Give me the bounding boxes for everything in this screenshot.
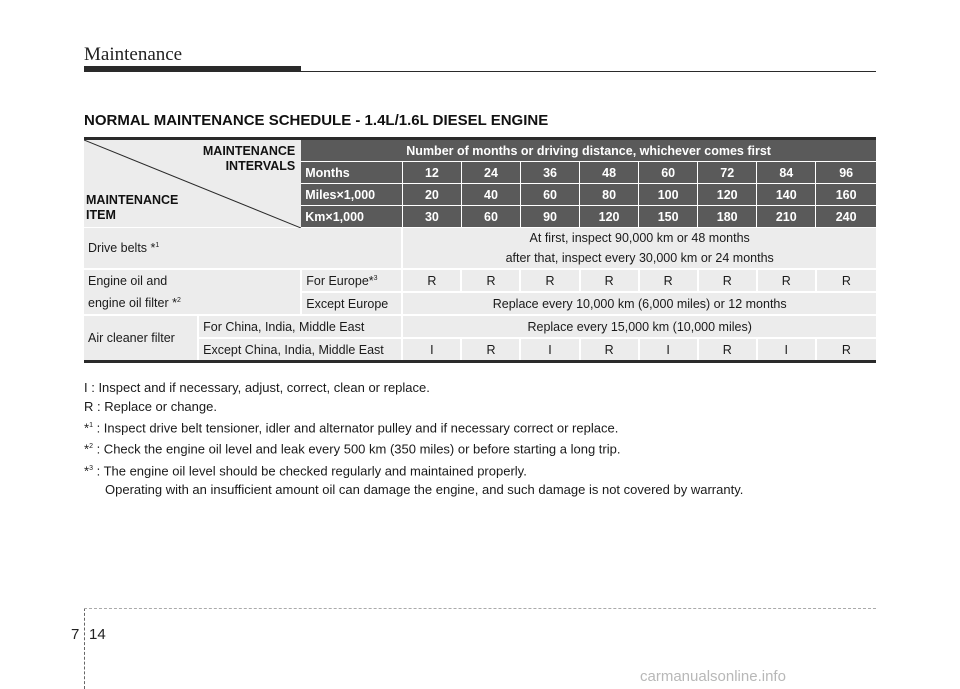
note-replace: R : Replace or change. xyxy=(84,399,217,414)
table-cell: 120 xyxy=(580,206,639,228)
months-label: Months xyxy=(301,162,402,184)
legend-notes xyxy=(84,378,743,499)
table-cell: 96 xyxy=(816,162,876,184)
table-cell: 60 xyxy=(639,162,698,184)
corner-intervals-label: MAINTENANCE INTERVALS xyxy=(202,144,296,173)
drive-belts-text: At first, inspect 90,000 km or 48 months after that, inspect every 30,000 km or 24 months xyxy=(402,228,876,270)
table-row-air-cleaner-china xyxy=(84,315,876,338)
table-cell: 60 xyxy=(520,184,579,206)
table-cell: 150 xyxy=(639,206,698,228)
table-row-drive-belts xyxy=(84,228,876,270)
note-footnote-2: *$^2$ : Check the engine oil level and leak every 500 km (350 miles) or before starting a long trip. xyxy=(84,441,621,457)
except-china-label: Except China, India, Middle East xyxy=(198,338,402,362)
table-cell: 72 xyxy=(698,162,757,184)
drive-belts-label: Drive belts *$^1$ xyxy=(84,228,402,270)
corner-item-label: MAINTENANCE ITEM xyxy=(86,193,179,222)
table-row xyxy=(84,139,876,162)
table-cell: 180 xyxy=(698,206,757,228)
table-cell: R xyxy=(698,338,757,362)
for-europe-label: For Europe*$^3$ xyxy=(301,269,402,292)
watermark: carmanualsonline.info xyxy=(640,668,786,685)
table-cell: 120 xyxy=(698,184,757,206)
table-cell: 30 xyxy=(402,206,461,228)
table-cell: 36 xyxy=(520,162,579,184)
note-footnote-3-continued: Operating with an insufficient amount oil can damage the engine, and such damage is not covered by warranty. xyxy=(105,481,744,497)
table-cell: I xyxy=(520,338,579,362)
table-cell: 90 xyxy=(520,206,579,228)
table-cell: I xyxy=(402,338,461,362)
table-cell: R xyxy=(816,338,876,362)
table-cell: 40 xyxy=(461,184,520,206)
air-cleaner-label: Air cleaner filter xyxy=(84,315,198,362)
table-cell: 160 xyxy=(816,184,876,206)
table-cell: I xyxy=(757,338,816,362)
page-margin-line xyxy=(84,608,85,689)
engine-oil-label: Engine oil and engine oil filter *$^2$ xyxy=(84,269,301,315)
except-europe-text: Replace every 10,000 km (6,000 miles) or 12 months xyxy=(402,292,876,315)
table-cell: R xyxy=(461,338,520,362)
table-row-air-cleaner-except xyxy=(84,338,876,362)
page-heading: NORMAL MAINTENANCE SCHEDULE - 1.4L/1.6L DIESEL ENGINE xyxy=(84,112,549,129)
table-row-engine-oil-europe xyxy=(84,269,876,292)
except-europe-label: Except Europe xyxy=(301,292,402,315)
miles-label: Miles×1,000 xyxy=(301,184,402,206)
table-cell: 84 xyxy=(757,162,816,184)
table-cell: 20 xyxy=(402,184,461,206)
china-label: For China, India, Middle East xyxy=(198,315,402,338)
table-cell: 240 xyxy=(816,206,876,228)
table-cell: 48 xyxy=(580,162,639,184)
table-cell: I xyxy=(639,338,698,362)
section-title: Maintenance xyxy=(84,44,183,65)
table-cell: R xyxy=(461,269,520,292)
table-cell: R xyxy=(639,269,698,292)
note-inspect: I : Inspect and if necessary, adjust, correct, clean or replace. xyxy=(84,380,430,395)
table-cell: R xyxy=(816,269,876,292)
span-header: Number of months or driving distance, whichever comes first xyxy=(301,139,876,162)
table-cell: R xyxy=(580,269,639,292)
table-cell: R xyxy=(757,269,816,292)
note-footnote-1: *$^1$ : Inspect drive belt tensioner, idler and alternator pulley and if necessary correct or replace. xyxy=(84,420,619,436)
table-cell: 140 xyxy=(757,184,816,206)
table-cell: 210 xyxy=(757,206,816,228)
table-cell: R xyxy=(520,269,579,292)
table-cell: 12 xyxy=(402,162,461,184)
table-cell: 100 xyxy=(639,184,698,206)
header-rule-thick xyxy=(84,66,301,72)
table-cell: 24 xyxy=(461,162,520,184)
header-rule-thin xyxy=(301,71,876,72)
table-corner-header xyxy=(84,139,301,228)
page-number: 14 xyxy=(89,626,106,643)
table-cell: R xyxy=(402,269,461,292)
table-cell: 60 xyxy=(461,206,520,228)
table-cell: R xyxy=(698,269,757,292)
chapter-number: 7 xyxy=(71,626,80,643)
china-text: Replace every 15,000 km (10,000 miles) xyxy=(402,315,876,338)
km-label: Km×1,000 xyxy=(301,206,402,228)
maintenance-schedule-table xyxy=(84,137,876,363)
note-footnote-3: *$^3$ : The engine oil level should be checked regularly and maintained properly. xyxy=(84,462,527,478)
table-cell: 80 xyxy=(580,184,639,206)
footer-rule xyxy=(84,608,876,609)
table-cell: R xyxy=(580,338,639,362)
